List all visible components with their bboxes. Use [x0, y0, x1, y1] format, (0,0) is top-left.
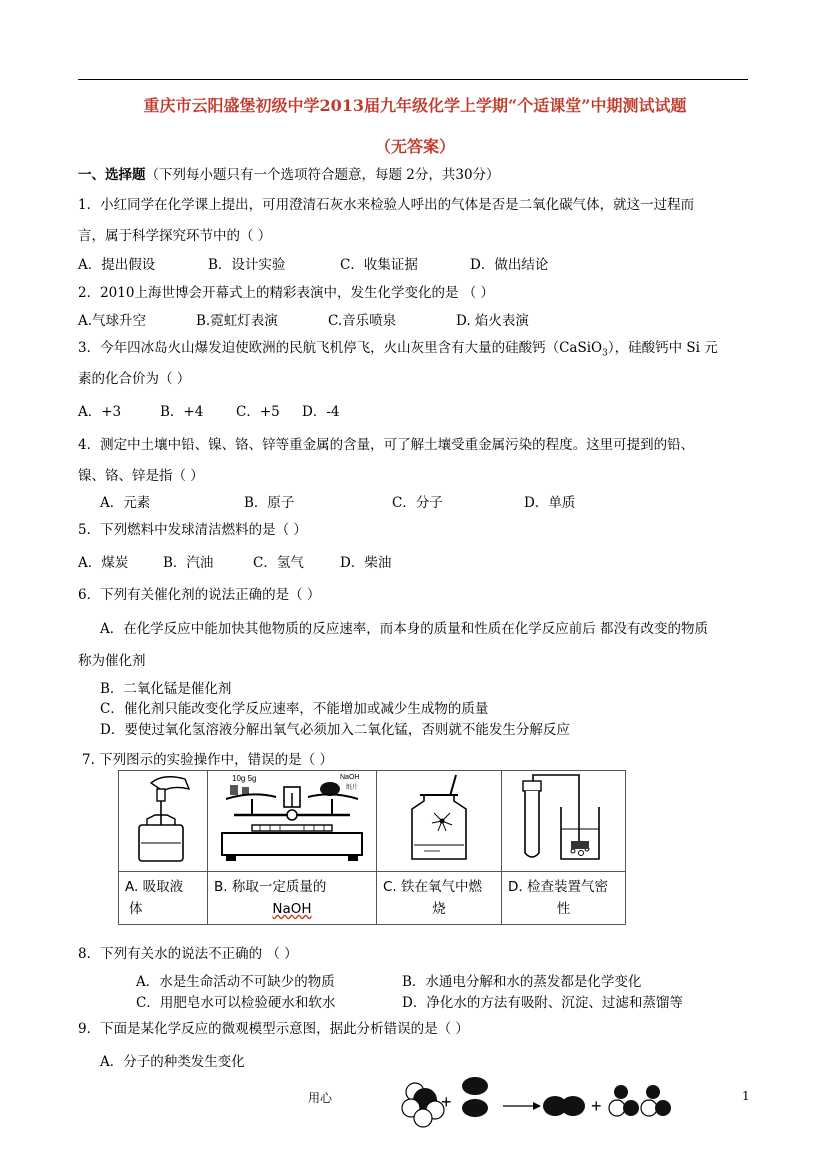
- q4-option-d[interactable]: D．单质: [524, 495, 576, 511]
- question-4-text: 4．测定中土壤中铅、镍、铬、锌等重金属的含量，可了解土壤受重金属污染的程度。这里可提到的铅、: [78, 437, 695, 453]
- q3-option-a[interactable]: A．+3: [78, 404, 122, 420]
- figure-a-dropper: [119, 771, 208, 872]
- figure-d-airtightness: [502, 771, 626, 872]
- q1-option-a[interactable]: A．提出假设: [78, 257, 156, 273]
- product-molecule-2: [609, 1085, 671, 1116]
- q5-option-d[interactable]: D．柴油: [340, 555, 392, 571]
- header-rule: [78, 79, 748, 80]
- q6-option-a[interactable]: A．在化学反应中能加快其他物质的反应速率，而本身的质量和性质在化学反应前后 都没有改变的物质: [100, 621, 709, 637]
- plus-sign: +: [441, 1092, 452, 1112]
- q8-option-c[interactable]: C．用肥皂水可以检验硬水和软水: [136, 995, 336, 1011]
- reactant-molecule-2: [462, 1077, 488, 1117]
- plus-sign-2: +: [591, 1096, 602, 1116]
- q8-option-a[interactable]: A．水是生命活动不可缺少的物质: [136, 974, 335, 990]
- question-9-text: 9．下面是某化学反应的微观模型示意图，据此分析错误的是（ ）: [78, 1021, 469, 1037]
- question-3-text: 3．今年四冰岛火山爆发迫使欧洲的民航飞机停飞，火山灰里含有大量的硅酸钙（CaSiO$_3$），硅酸钙中 Si 元: [78, 340, 718, 359]
- question-1-text: 1．小红同学在化学课上提出，可用澄清石灰水来检验人呼出的气体是否是二氧化碳气体，就这一过程而: [78, 197, 695, 213]
- q6-option-c[interactable]: C．催化剂只能改变化学反应速率，不能增加或减少生成物的质量: [100, 701, 489, 717]
- q1-option-c[interactable]: C．收集证据: [340, 257, 418, 273]
- q6-option-b[interactable]: B．二氧化锰是催化剂: [100, 681, 232, 697]
- q6-option-a-cont: 称为催化剂: [78, 653, 146, 669]
- q3-option-c[interactable]: C．+5: [236, 404, 280, 420]
- exam-title: 重庆市云阳盛堡初级中学2013届九年级化学上学期“个适课堂”中期测试试题: [143, 96, 687, 115]
- question-8-text: 8．下列有关水的说法不正确的 （ ）: [78, 946, 298, 962]
- q4-option-b[interactable]: B．原子: [244, 495, 295, 511]
- caption-a: A. 吸取液 体: [119, 872, 208, 925]
- q2-option-d[interactable]: D. 焰火表演: [456, 313, 529, 329]
- page-number: 1: [742, 1089, 750, 1103]
- figure-c-iron-burning: [377, 771, 502, 872]
- q1-option-d[interactable]: D．做出结论: [470, 257, 549, 273]
- q5-option-a[interactable]: A．煤炭: [78, 555, 129, 571]
- q5-option-b[interactable]: B．汽油: [163, 555, 214, 571]
- paper-label: 纸片: [346, 785, 359, 791]
- q1-option-b[interactable]: B．设计实验: [208, 257, 286, 273]
- experiment-figure-table: [118, 770, 626, 925]
- product-molecule-1: [543, 1096, 585, 1116]
- caption-d: D. 检查装置气密 性: [502, 872, 626, 925]
- question-4-text-cont: 镍、铬、锌是指（ ）: [78, 468, 204, 484]
- question-1-text-cont: 言，属于科学探究环节中的（ ）: [78, 228, 272, 244]
- q8-option-d[interactable]: D．净化水的方法有吸附、沉淀、过滤和蒸馏等: [402, 995, 683, 1011]
- q2-option-c[interactable]: C.音乐喷泉: [328, 313, 397, 329]
- q3-option-b[interactable]: B．+4: [160, 404, 204, 420]
- naoh-label: NaOH: [340, 774, 360, 781]
- q2-option-b[interactable]: B.霓虹灯表演: [196, 313, 278, 329]
- question-7-text: 7. 下列图示的实验操作中，错误的是（ ）: [82, 752, 333, 768]
- question-5-text: 5．下列燃料中发球清洁燃料的是（ ）: [78, 522, 307, 538]
- q8-option-b[interactable]: B．水通电分解和水的蒸发都是化学变化: [402, 974, 642, 990]
- reactant-molecule-1: [402, 1083, 444, 1127]
- caption-c: C. 铁在氧气中燃 烧: [377, 872, 502, 925]
- question-6-text: 6．下列有关催化剂的说法正确的是（ ）: [78, 587, 321, 603]
- q5-option-c[interactable]: C．氢气: [253, 555, 304, 571]
- q2-option-a[interactable]: A.气球升空: [78, 313, 147, 329]
- question-3-text-cont: 素的化合价为（ ）: [78, 371, 191, 387]
- weights-label: 10g 5g: [232, 774, 257, 783]
- question-2-text: 2．2010上海世博会开幕式上的精彩表演中，发生化学变化的是 （ ）: [78, 285, 495, 301]
- q3-option-d[interactable]: D．-4: [302, 404, 340, 420]
- exam-subtitle: （无答案）: [374, 137, 455, 156]
- caption-b: B. 称取一定质量的 NaOH: [208, 872, 377, 925]
- section-heading: 一、选择题（下列每小题只有一个选项符合题意，每题 2分，共30分）: [78, 167, 500, 183]
- q4-option-c[interactable]: C．分子: [392, 495, 443, 511]
- q6-option-d[interactable]: D．要使过氧化氢溶液分解出氧气必须加入二氧化锰，否则就不能发生分解反应: [100, 722, 570, 738]
- q9-option-a[interactable]: A．分子的种类发生变化: [100, 1054, 245, 1070]
- figure-b-balance: [208, 771, 377, 872]
- q4-option-a[interactable]: A．元素: [100, 495, 151, 511]
- footer-left: 用心: [308, 1091, 333, 1105]
- reaction-model-diagram: [395, 1070, 685, 1140]
